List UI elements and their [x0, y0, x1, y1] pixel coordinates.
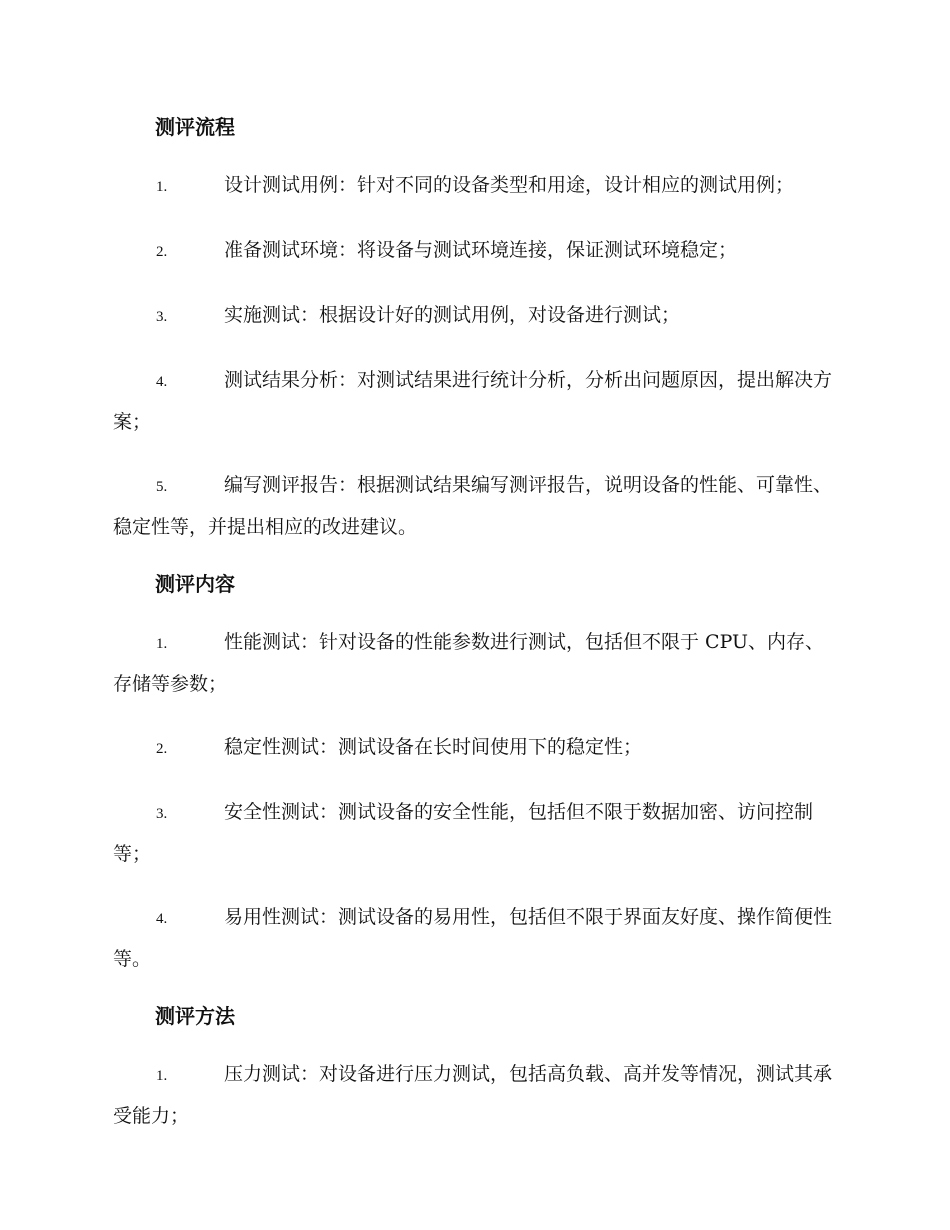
numbered-list	[113, 622, 834, 979]
list-item	[113, 165, 834, 207]
list-text: 编写测评报告：根据测试结果编写测评报告，说明设备的性能、可靠性、稳定性等，并提出相应的改进建议。	[113, 474, 833, 538]
list-item	[113, 727, 834, 769]
list-item	[113, 230, 834, 272]
list-number: 4.	[156, 374, 168, 390]
list-number: 2.	[156, 741, 168, 757]
list-number: 2.	[156, 244, 168, 260]
list-number: 1.	[156, 1068, 168, 1084]
list-text: 易用性测试：测试设备的易用性，包括但不限于界面友好度、操作简便性等。	[113, 906, 833, 970]
list-text: 实施测试：根据设计好的测试用例，对设备进行测试；	[224, 304, 681, 326]
list-text: 设计测试用例：针对不同的设备类型和用途，设计相应的测试用例；	[224, 174, 795, 196]
list-text: 压力测试：对设备进行压力测试，包括高负载、高并发等情况，测试其承受能力；	[113, 1063, 833, 1127]
list-text: 性能测试：针对设备的性能参数进行测试，包括但不限于 CPU、内存、存储等参数；	[113, 631, 825, 695]
list-item	[113, 1054, 834, 1136]
section-title: 测评方法	[155, 1004, 235, 1028]
section-title: 测评流程	[155, 115, 235, 139]
list-text: 安全性测试：测试设备的安全性能，包括但不限于数据加密、访问控制等；	[113, 801, 814, 865]
numbered-list	[113, 165, 834, 547]
section-content	[113, 569, 834, 979]
list-number: 3.	[156, 309, 168, 325]
list-text: 稳定性测试：测试设备在长时间使用下的稳定性；	[224, 736, 643, 758]
section-method	[113, 1001, 834, 1136]
list-number: 1.	[156, 179, 168, 195]
list-number: 1.	[156, 636, 168, 652]
numbered-list	[113, 1054, 834, 1136]
list-text: 准备测试环境：将设备与测试环境连接，保证测试环境稳定；	[224, 239, 738, 261]
section-process	[113, 112, 834, 547]
list-item	[113, 897, 834, 979]
list-item	[113, 622, 834, 704]
list-number: 3.	[156, 806, 168, 822]
list-item	[113, 295, 834, 337]
list-text: 测试结果分析：对测试结果进行统计分析，分析出问题原因，提出解决方案；	[113, 369, 833, 433]
section-title: 测评内容	[155, 572, 235, 596]
list-number: 4.	[156, 911, 168, 927]
list-item	[113, 465, 834, 547]
list-item	[113, 792, 834, 874]
list-item	[113, 360, 834, 442]
list-number: 5.	[156, 479, 168, 495]
